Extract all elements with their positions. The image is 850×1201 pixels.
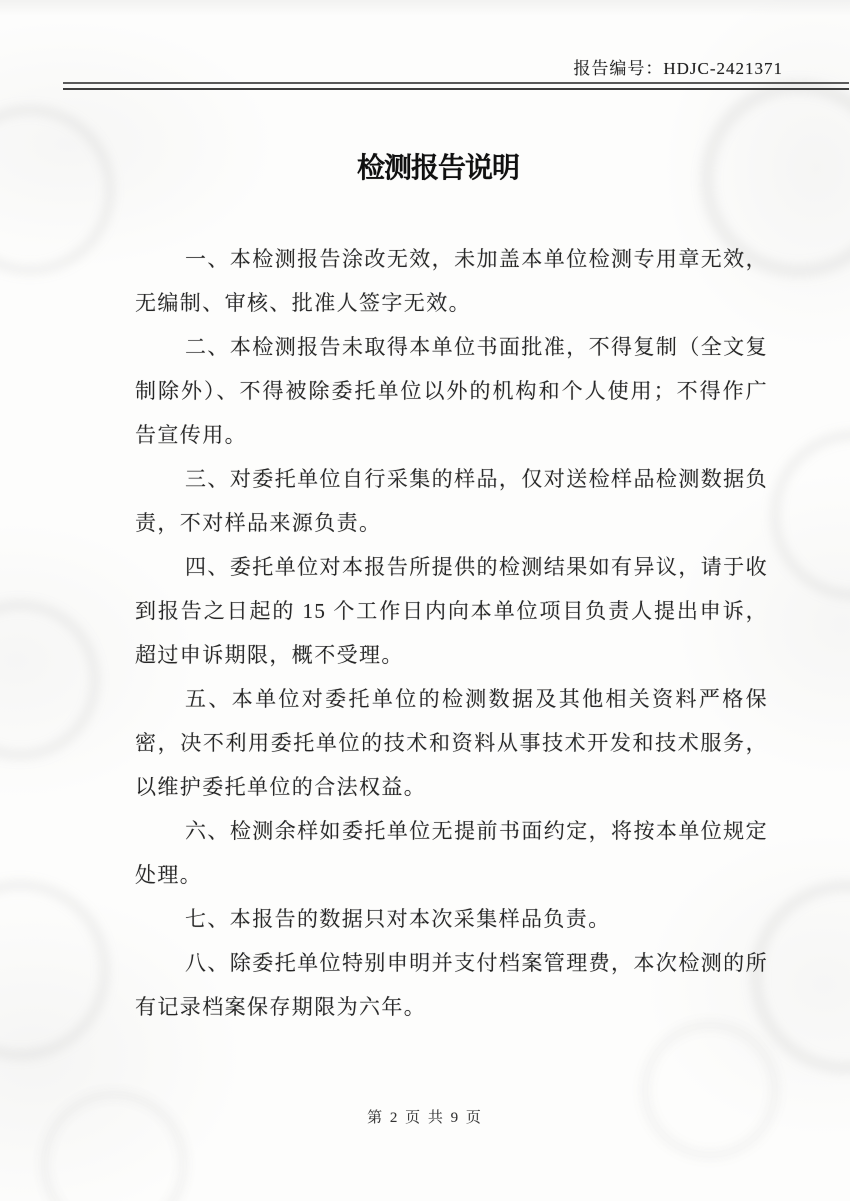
stamp-ghost-watermark [0, 600, 100, 760]
notice-paragraph-8: 八、除委托单位特别申明并支付档案管理费，本次检测的所有记录档案保存期限为六年。 [135, 951, 768, 1019]
page-footer [0, 1106, 850, 1127]
report-number-value: HDJC-2421371 [663, 59, 783, 78]
header-divider [63, 82, 849, 90]
report-number [573, 54, 783, 79]
stamp-ghost-watermark [0, 105, 115, 275]
page-indicator: 第 2 页 共 9 页 [367, 1110, 483, 1126]
notice-paragraph-5: 五、本单位对委托单位的检测数据及其他相关资料严格保密，决不利用委托单位的技术和资料从事技术开发和技术服务，以维护委托单位的合法权益。 [135, 687, 768, 799]
notice-paragraph-3: 三、对委托单位自行采集的样品，仅对送检样品检测数据负责，不对样品来源负责。 [135, 467, 768, 535]
notice-paragraph-6: 六、检测余样如委托单位无提前书面约定，将按本单位规定处理。 [135, 819, 768, 887]
page-title: 检测报告说明 [356, 153, 519, 184]
stamp-ghost-watermark [0, 880, 110, 1060]
notice-body [135, 237, 768, 1029]
report-number-label: 报告编号： [573, 59, 664, 78]
notice-paragraph-2: 二、本检测报告未取得本单位书面批准，不得复制（全文复制除外）、不得被除委托单位以外的机构和个人使用；不得作广告宣传用。 [135, 335, 768, 447]
notice-paragraph-4: 四、委托单位对本报告所提供的检测结果如有异议，请于收到报告之日起的 15 个工作日内向本单位项目负责人提出申诉，超过申诉期限，概不受理。 [135, 555, 768, 667]
stamp-ghost-watermark [770, 430, 850, 600]
notice-paragraph-1: 一、本检测报告涂改无效，未加盖本单位检测专用章无效，无编制、审核、批准人签字无效。 [135, 247, 768, 315]
stamp-ghost-watermark [640, 1020, 780, 1160]
notice-paragraph-7: 七、本报告的数据只对本次采集样品负责。 [185, 907, 611, 931]
